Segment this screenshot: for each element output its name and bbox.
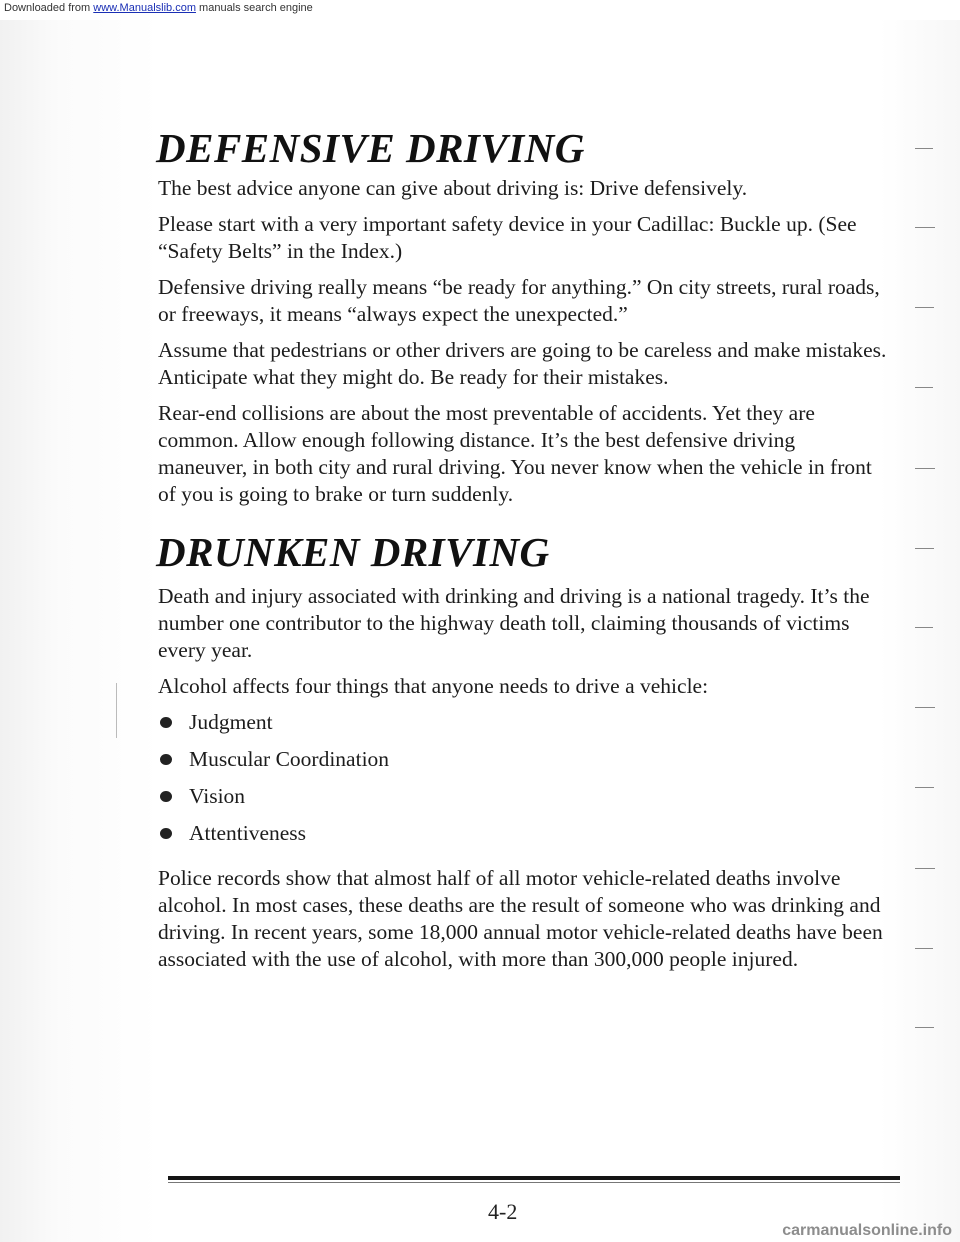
paragraph: Police records show that almost half of all motor vehicle-related deaths involve alcohol. In most cases, these deaths are the result of someone who was drinking and driving. In recent years, some 18,000 annual motor vehicle-related deaths have been associated with the use of alcohol, with more than 300,000 people injured. (158, 866, 883, 971)
margin-tick (915, 148, 933, 149)
list-item-label: Vision (189, 784, 246, 808)
paragraph: Assume that pedestrians or other drivers are going to be careless and make mistakes. Anticipate what they might do. Be ready for their mistakes. (158, 338, 887, 389)
footer-rule-thin (168, 1182, 900, 1183)
margin-tick (915, 1027, 934, 1028)
margin-tick (915, 387, 933, 388)
page-number: 4-2 (488, 1199, 518, 1224)
section-title-drunken-driving: DRUNKEN DRIVING (156, 529, 550, 575)
bullet-icon (160, 754, 172, 765)
margin-tick (915, 627, 933, 628)
list-item (158, 820, 898, 857)
margin-tick (915, 787, 934, 788)
paragraph: Alcohol affects four things that anyone needs to drive a vehicle: (158, 674, 709, 698)
margin-tick (915, 868, 935, 869)
paragraph: The best advice anyone can give about driving is: Drive defensively. (158, 176, 748, 200)
list-item (158, 709, 898, 746)
paragraph: Rear-end collisions are about the most preventable of accidents. Yet they are common. Allow enough following distance. It’s the best defensive driving maneuver, in both city and rural driving. You never know when the vehicle in front of you is going to brake or turn suddenly. (158, 401, 872, 506)
list-item-label: Muscular Coordination (189, 747, 390, 771)
list-item (158, 746, 898, 783)
margin-tick (915, 468, 935, 469)
header-suffix: manuals search engine (199, 2, 313, 14)
page-content (156, 125, 898, 982)
bullet-icon (160, 828, 172, 839)
list-item-label: Attentiveness (189, 821, 307, 845)
margin-tick-marks (905, 130, 955, 1028)
section-title-defensive-driving: DEFENSIVE DRIVING (156, 125, 585, 171)
margin-tick (915, 948, 933, 949)
list-item (158, 783, 898, 820)
margin-tick (915, 548, 934, 549)
manualslib-link[interactable]: www.Manualslib.com (93, 2, 196, 14)
margin-tick (915, 707, 935, 708)
bullet-icon (160, 791, 172, 802)
download-header-text (4, 2, 313, 14)
bullet-icon (160, 717, 172, 728)
alcohol-effects-list (158, 709, 898, 857)
watermark: carmanualsonline.info (782, 1222, 952, 1239)
margin-tick (915, 307, 934, 308)
paragraph: Death and injury associated with drinking and driving is a national tragedy. It’s the number one contributor to the highway death toll, claiming thousands of victims every year. (158, 584, 870, 662)
margin-tick (915, 227, 935, 228)
footer-rule (168, 1176, 900, 1180)
paragraph: Please start with a very important safety device in your Cadillac: Buckle up. (See “Safety Belts” in the Index.) (158, 212, 857, 263)
scan-artifact-line (116, 683, 117, 738)
download-header (0, 0, 960, 20)
header-prefix: Downloaded from (4, 2, 91, 14)
list-item-label: Judgment (189, 710, 273, 734)
paragraph: Defensive driving really means “be ready for anything.” On city streets, rural roads, or freeways, it means “always expect the unexpected.” (158, 275, 880, 326)
